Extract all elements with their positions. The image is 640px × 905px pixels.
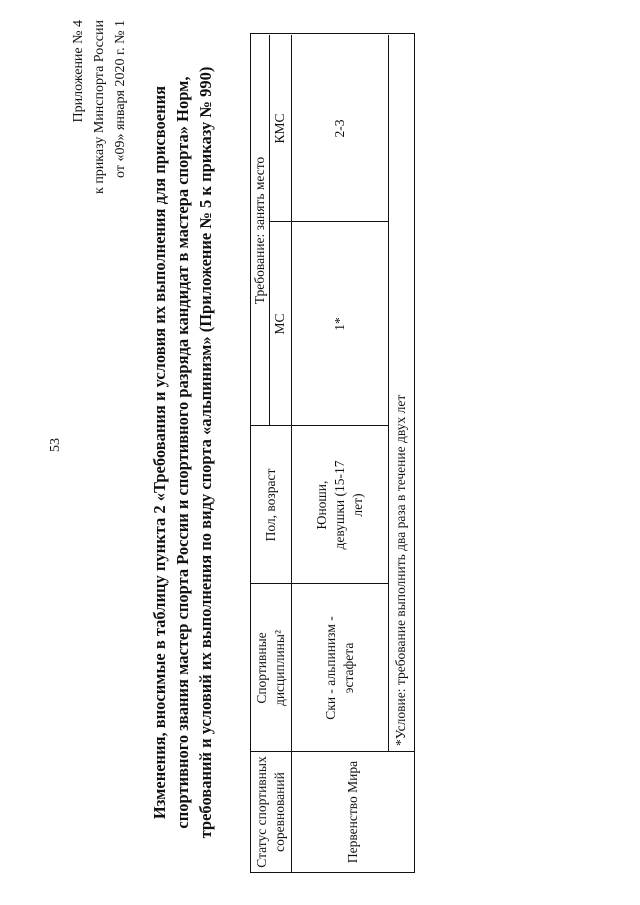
row-ms: 1* (331, 317, 347, 331)
header-kms: КМС (272, 113, 287, 144)
header-gender-age: Пол, возраст (263, 468, 278, 542)
appendix-header (68, 20, 131, 360)
table-note: *Условие: требование выполнить два раза в течение двух лет (393, 394, 408, 746)
row-status: Первенство Мира (344, 760, 360, 864)
row-discipline: Ски - альпинизм - эстафета (322, 616, 356, 720)
title-line-1: Изменения, вносимые в таблицу пункта 2 «Требования и условия их выполнения для присвоения (150, 85, 169, 820)
header-ms: МС (272, 313, 287, 335)
document-title (148, 0, 217, 905)
row-gender-age: Юноши, девушки (15-17 лет) (313, 460, 365, 550)
header-status: Статус спортивных соревнований (254, 756, 287, 868)
title-line-2: спортивного звания мастер спорта России и спортивного разряда кандидат в мастера спорта» Норм, (173, 76, 192, 829)
appendix-line-1: Приложение № 4 (71, 20, 86, 123)
header-disciplines: Спортивные дисциплины² (254, 629, 287, 707)
header-requirement: Требование: занять место (252, 156, 267, 305)
appendix-line-2: к приказу Минспорта России (92, 20, 107, 194)
requirements-table (250, 33, 415, 873)
title-line-3: требований и условий их выполнения по виду спорта «альпинизм» (Приложение № 5 к приказу № 990) (196, 66, 215, 839)
appendix-line-3: от «09» января 2020 г. № 1 (113, 20, 128, 178)
row-kms: 2-3 (331, 119, 347, 138)
page-number: 53 (48, 438, 63, 452)
